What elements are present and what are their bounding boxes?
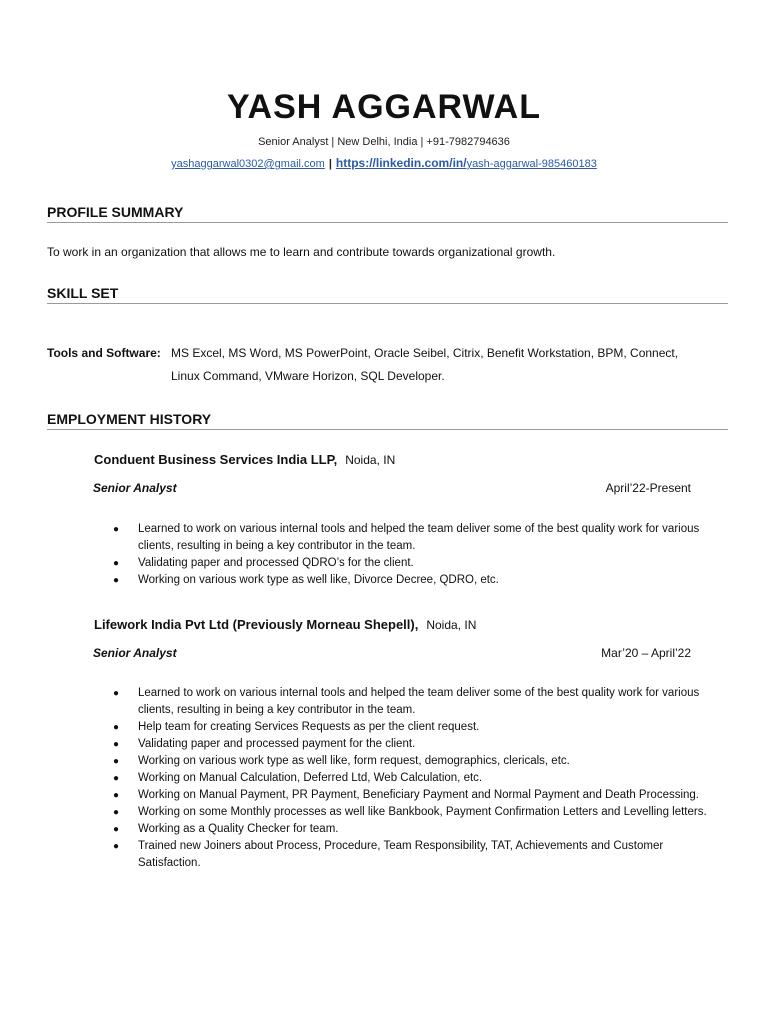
bullet-icon: ●: [113, 790, 120, 801]
profile-summary-heading: PROFILE SUMMARY: [47, 204, 728, 223]
bullet-text: Trained new Joiners about Process, Procedure, Team Responsibility, TAT, Achievements and Customer Satisfaction.: [138, 840, 664, 869]
tools-label: Tools and Software:: [47, 346, 161, 360]
list-item: [113, 804, 729, 821]
list-item: [113, 753, 729, 770]
bullet-icon: ●: [113, 739, 120, 750]
email-link[interactable]: yashaggarwal0302@gmail.com: [171, 158, 325, 170]
bullet-icon: ●: [113, 841, 120, 852]
bullet-icon: ●: [113, 575, 120, 586]
candidate-name: YASH AGGARWAL: [226, 88, 541, 126]
tools-line-1: MS Excel, MS Word, MS PowerPoint, Oracle Seibel, Citrix, Benefit Workstation, BPM, Connect,: [171, 346, 679, 360]
contact-line: Senior Analyst | New Delhi, India | +91-7982794636: [258, 136, 510, 148]
job-2-company-line: [94, 617, 476, 632]
bullet-icon: ●: [113, 688, 120, 699]
bullet-icon: ●: [113, 773, 120, 784]
bullet-icon: ●: [113, 722, 120, 733]
tools-line-2: Linux Command, VMware Horizon, SQL Developer.: [171, 369, 445, 383]
job-2-role: Senior Analyst: [93, 646, 177, 660]
bullet-icon: ●: [113, 807, 120, 818]
job-2-bullets: [113, 685, 729, 872]
bullet-text: Learned to work on various internal tools and helped the team deliver some of the best quality work for various clients, resulting in being a key contributor in the team.: [138, 687, 700, 716]
bullet-text: Learned to work on various internal tools and helped the team deliver some of the best quality work for various clients, resulting in being a key contributor in the team.: [138, 523, 700, 552]
list-item: [113, 787, 729, 804]
bullet-text: Validating paper and processed QDRO’s for the client.: [138, 557, 414, 569]
bullet-text: Working on various work type as well like, form request, demographics, clericals, etc.: [138, 755, 570, 767]
bullet-text: Validating paper and processed payment for the client.: [138, 738, 416, 750]
bullet-text: Working on Manual Calculation, Deferred Ltd, Web Calculation, etc.: [138, 772, 483, 784]
links-line: [0, 156, 768, 170]
job-1-location: Noida, IN: [345, 453, 396, 467]
job-2-location: Noida, IN: [426, 618, 477, 632]
bullet-text: Working on some Monthly processes as well like Bankbook, Payment Confirmation Letters and Levelling letters.: [138, 806, 707, 818]
job-1-bullets: [113, 521, 729, 589]
skill-set-heading: SKILL SET: [47, 285, 728, 304]
list-item: [113, 685, 729, 719]
bullet-icon: ●: [113, 558, 120, 569]
list-item: [113, 821, 729, 838]
profile-summary-text: To work in an organization that allows me to learn and contribute towards organizational growth.: [47, 245, 556, 259]
job-1-company-line: [94, 452, 395, 467]
list-item: [113, 555, 729, 572]
list-item: [113, 521, 729, 555]
job-1-dates: April’22-Present: [605, 481, 691, 495]
list-item: [113, 838, 729, 872]
bullet-icon: ●: [113, 756, 120, 767]
job-1-role: Senior Analyst: [93, 481, 177, 495]
bullet-icon: ●: [113, 524, 120, 535]
list-item: [113, 770, 729, 787]
list-item: [113, 736, 729, 753]
links-separator: |: [328, 158, 332, 170]
bullet-text: Working on Manual Payment, PR Payment, Beneficiary Payment and Normal Payment and Death Processing.: [138, 789, 700, 801]
linkedin-prefix: https://linkedin.com/in/: [335, 156, 467, 170]
job-2-dates: Mar’20 – April’22: [601, 646, 691, 660]
bullet-text: Working as a Quality Checker for team.: [138, 823, 339, 835]
linkedin-suffix: yash-aggarwal-985460183: [466, 158, 597, 170]
linkedin-link[interactable]: [336, 158, 597, 170]
list-item: [113, 719, 729, 736]
job-2-company: Lifework India Pvt Ltd (Previously Morneau Shepell),: [94, 617, 419, 632]
bullet-text: Working on various work type as well like, Divorce Decree, QDRO, etc.: [138, 574, 499, 586]
employment-history-heading: EMPLOYMENT HISTORY: [47, 411, 728, 430]
bullet-text: Help team for creating Services Requests as per the client request.: [138, 721, 480, 733]
job-1-company: Conduent Business Services India LLP,: [94, 452, 338, 467]
bullet-icon: ●: [113, 824, 120, 835]
list-item: [113, 572, 729, 589]
